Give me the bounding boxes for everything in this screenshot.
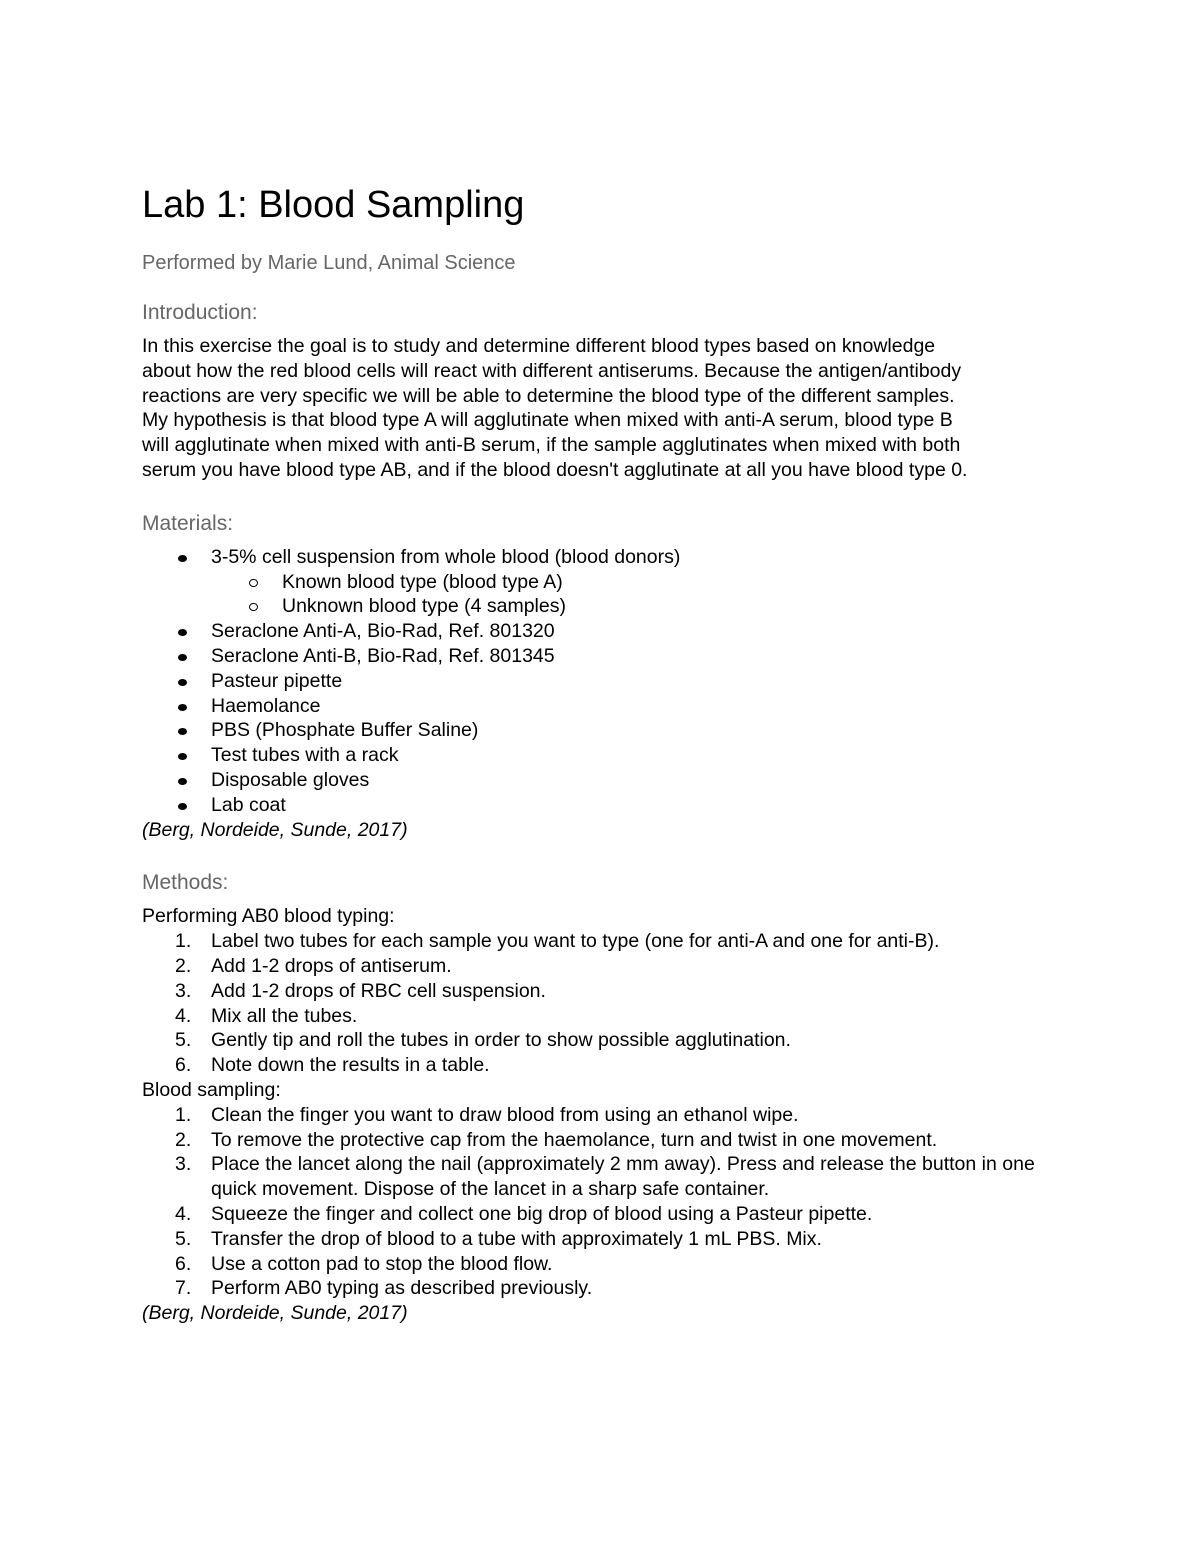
- list-item: [142, 929, 1082, 954]
- step-text: Use a cotton pad to stop the blood flow.: [211, 1252, 553, 1275]
- step-number: 5.: [175, 1029, 192, 1052]
- list-item: [142, 954, 1082, 979]
- list-item: [142, 669, 1082, 694]
- sampling-label: Blood sampling:: [142, 1078, 281, 1101]
- list-item: [142, 1053, 1082, 1078]
- list-item-text: Seraclone Anti-A, Bio-Rad, Ref. 801320: [211, 620, 555, 643]
- step-number: 5.: [175, 1227, 192, 1250]
- list-item: [142, 743, 1082, 768]
- list-item-text: Test tubes with a rack: [211, 744, 399, 767]
- list-item: [142, 718, 1082, 743]
- list-item: [142, 619, 1082, 644]
- bullet-icon: [178, 654, 187, 661]
- list-item-text: Known blood type (blood type A): [282, 570, 563, 593]
- list-item: [142, 1202, 1082, 1227]
- introduction-line: In this exercise the goal is to study and determine different blood types based on knowledge: [142, 335, 936, 357]
- list-item: [142, 1276, 1082, 1301]
- step-text: Place the lancet along the nail (approximately 2 mm away). Press and release the button in one quick movement. Dispose of the lancet in a sharp safe container.: [211, 1153, 1035, 1201]
- introduction-line: about how the red blood cells will react with different antiserums. Because the antigen/antibody: [142, 359, 962, 382]
- bullet-icon: [178, 629, 187, 636]
- step-text: Perform AB0 typing as described previously.: [211, 1277, 593, 1300]
- step-number: 4.: [175, 1202, 192, 1225]
- step-text: Add 1-2 drops of RBC cell suspension.: [211, 979, 546, 1002]
- step-number: 2.: [175, 1128, 192, 1151]
- step-number: 2.: [175, 954, 192, 977]
- bullet-icon: [178, 778, 187, 785]
- list-item: [142, 1004, 1082, 1029]
- typing-label: Performing AB0 blood typing:: [142, 905, 395, 928]
- introduction-line: serum you have blood type AB, and if the blood doesn't agglutinate at all you have blood type 0.: [142, 458, 968, 481]
- step-number: 3.: [175, 979, 192, 1002]
- list-item-text: Haemolance: [211, 694, 321, 717]
- step-number: 1.: [175, 930, 192, 953]
- bullet-icon: [178, 728, 187, 735]
- list-item: [142, 1152, 1071, 1202]
- typing-steps-list: [142, 929, 1082, 1078]
- step-text: Note down the results in a table.: [211, 1054, 490, 1077]
- step-number: 3.: [175, 1153, 192, 1176]
- document-page: [142, 178, 1082, 1326]
- sampling-steps-list: [142, 1103, 1082, 1301]
- step-text: Transfer the drop of blood to a tube with approximately 1 mL PBS. Mix.: [211, 1227, 822, 1250]
- step-text: Gently tip and roll the tubes in order to show possible agglutination.: [211, 1029, 791, 1052]
- materials-list: [142, 545, 1082, 818]
- introduction-line: My hypothesis is that blood type A will agglutinate when mixed with anti-A serum, blood type B: [142, 409, 953, 432]
- list-item-text: Pasteur pipette: [211, 669, 343, 692]
- list-item: [142, 1128, 1082, 1153]
- step-text: Add 1-2 drops of antiserum.: [211, 954, 452, 977]
- bullet-icon: [178, 704, 187, 711]
- materials-heading: Materials:: [142, 511, 234, 535]
- list-item-text: 3-5% cell suspension from whole blood (blood donors): [211, 545, 681, 568]
- list-item: [142, 1252, 1082, 1277]
- step-text: Clean the finger you want to draw blood from using an ethanol wipe.: [211, 1103, 799, 1126]
- list-item: [142, 594, 1082, 619]
- list-item: [142, 545, 1082, 570]
- list-item: [142, 1103, 1082, 1128]
- list-item: [142, 793, 1082, 818]
- list-item: [142, 644, 1082, 669]
- step-number: 6.: [175, 1252, 192, 1275]
- introduction-paragraph: [142, 334, 1072, 483]
- step-number: 7.: [175, 1277, 192, 1300]
- step-number: 6.: [175, 1054, 192, 1077]
- methods-heading: Methods:: [142, 871, 229, 895]
- list-item-text: PBS (Phosphate Buffer Saline): [211, 719, 479, 742]
- bullet-icon: [178, 753, 187, 760]
- step-text: Mix all the tubes.: [211, 1004, 358, 1027]
- document-subtitle: Performed by Marie Lund, Animal Science: [142, 252, 516, 274]
- list-item-text: Seraclone Anti-B, Bio-Rad, Ref. 801345: [211, 644, 555, 667]
- list-item: [142, 768, 1082, 793]
- list-item: [142, 1227, 1082, 1252]
- list-item: [142, 979, 1082, 1004]
- introduction-line: will agglutinate when mixed with anti-B serum, if the sample agglutinates when mixed with both: [142, 434, 961, 457]
- hollow-bullet-icon: [249, 603, 258, 611]
- introduction-heading: Introduction:: [142, 301, 258, 324]
- document-title: Lab 1: Blood Sampling: [142, 184, 525, 226]
- list-item: [142, 1028, 1082, 1053]
- bullet-icon: [178, 803, 187, 810]
- methods-citation: (Berg, Nordeide, Sunde, 2017): [142, 1302, 408, 1325]
- bullet-icon: [178, 555, 187, 562]
- bullet-icon: [178, 679, 187, 686]
- hollow-bullet-icon: [249, 579, 258, 587]
- list-item-text: Disposable gloves: [211, 768, 370, 791]
- introduction-line: reactions are very specific we will be able to determine the blood type of the different samples.: [142, 384, 955, 407]
- step-text: To remove the protective cap from the haemolance, turn and twist in one movement.: [211, 1128, 938, 1151]
- materials-citation: (Berg, Nordeide, Sunde, 2017): [142, 818, 408, 841]
- list-item: [142, 694, 1082, 719]
- step-number: 4.: [175, 1004, 192, 1027]
- step-number: 1.: [175, 1103, 192, 1126]
- step-text: Squeeze the finger and collect one big drop of blood using a Pasteur pipette.: [211, 1202, 873, 1225]
- list-item: [142, 570, 1082, 595]
- step-text: Label two tubes for each sample you want to type (one for anti-A and one for anti-B).: [211, 930, 940, 953]
- list-item-text: Unknown blood type (4 samples): [282, 595, 566, 618]
- list-item-text: Lab coat: [211, 793, 286, 816]
